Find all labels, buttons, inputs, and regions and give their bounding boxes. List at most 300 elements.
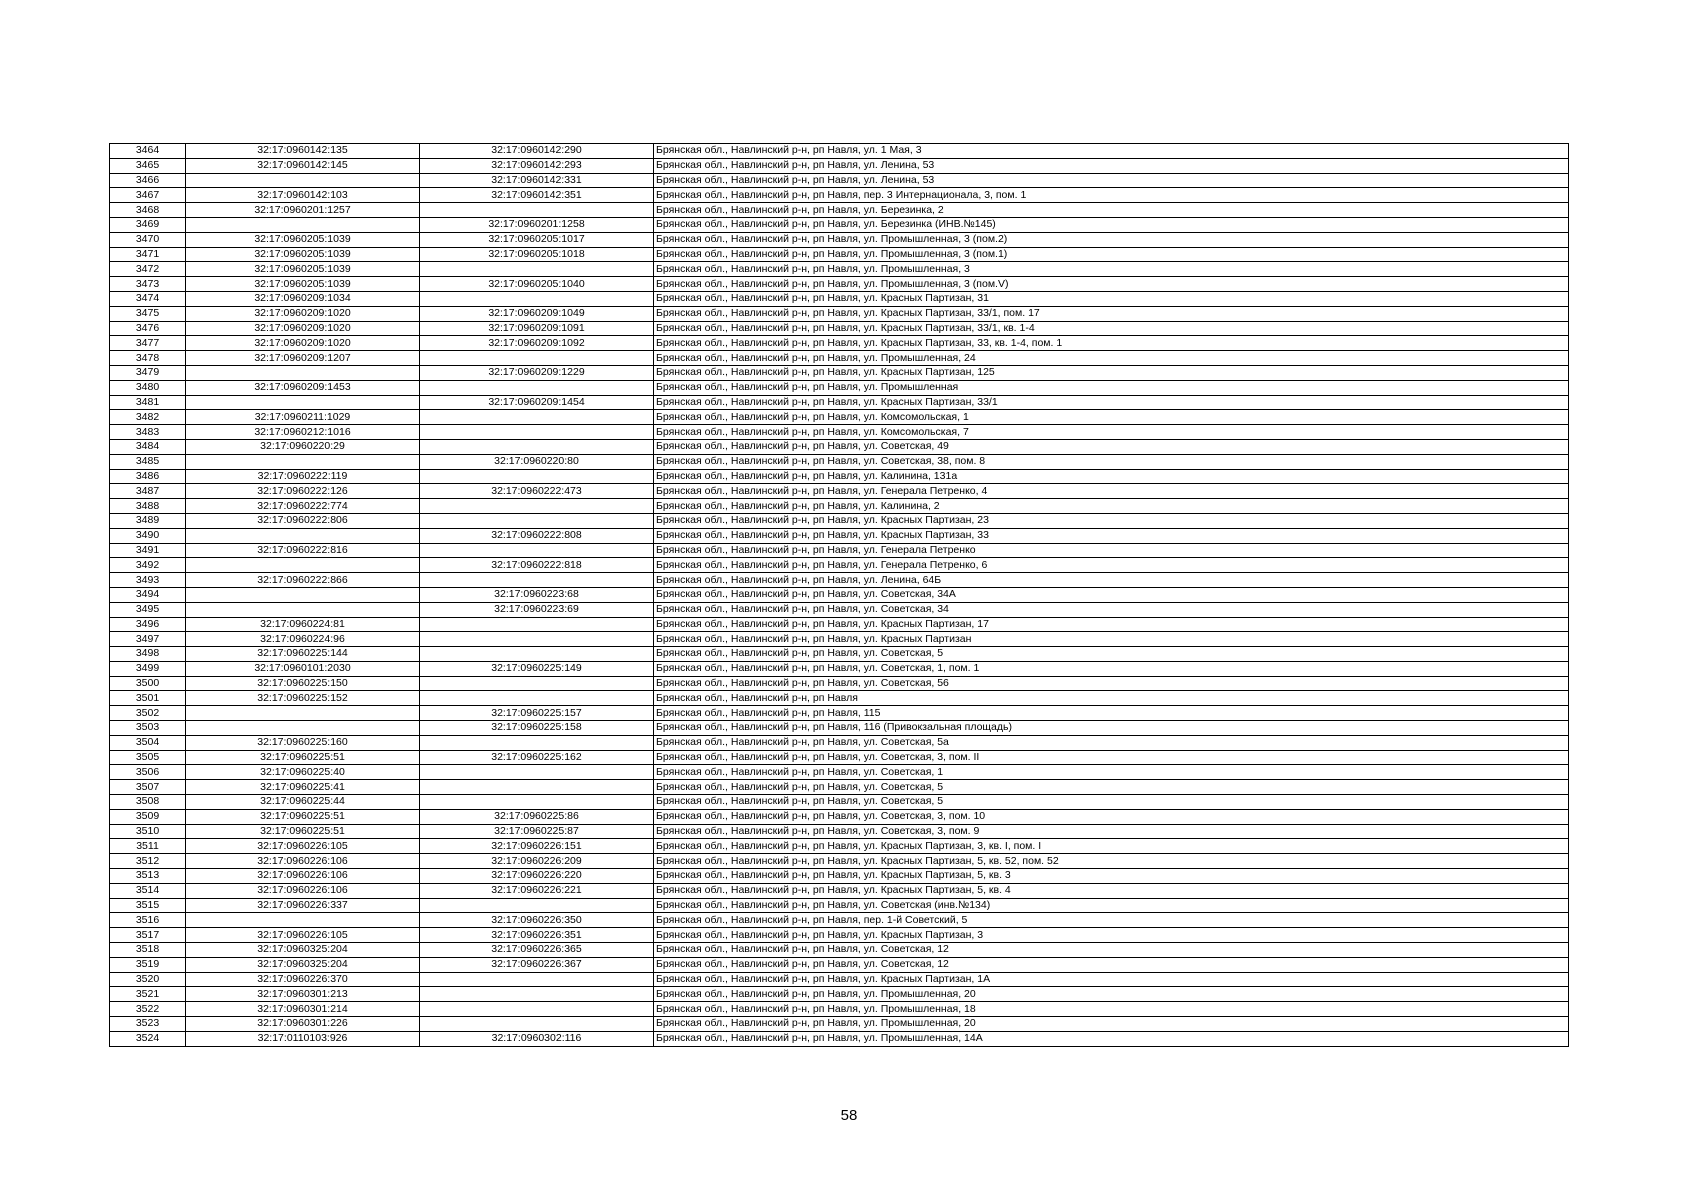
cadastral-number-cell <box>186 454 420 469</box>
table-row <box>110 1002 1569 1017</box>
row-number-cell: 3485 <box>110 454 186 469</box>
address-cell: Брянская обл., Навлинский р-н, рп Навля, ул. Красных Партизан <box>654 632 1569 647</box>
related-cadastral-number-cell: 32:17:0960226:209 <box>420 854 654 869</box>
row-number-cell: 3480 <box>110 380 186 395</box>
related-cadastral-number-cell: 32:17:0960209:1049 <box>420 306 654 321</box>
related-cadastral-number-cell <box>420 380 654 395</box>
table-row <box>110 869 1569 884</box>
related-cadastral-number-cell <box>420 780 654 795</box>
cadastral-number-cell: 32:17:0960205:1039 <box>186 247 420 262</box>
row-number-cell: 3484 <box>110 439 186 454</box>
row-number-cell: 3494 <box>110 587 186 602</box>
table-row <box>110 1017 1569 1032</box>
table-row <box>110 824 1569 839</box>
table-row <box>110 972 1569 987</box>
table-row <box>110 750 1569 765</box>
registry-table <box>109 143 1569 1047</box>
related-cadastral-number-cell <box>420 469 654 484</box>
related-cadastral-number-cell: 32:17:0960226:367 <box>420 957 654 972</box>
table-row <box>110 262 1569 277</box>
row-number-cell: 3495 <box>110 602 186 617</box>
table-row <box>110 647 1569 662</box>
address-cell: Брянская обл., Навлинский р-н, рп Навля, ул. Красных Партизан, 3, кв. I, пом. I <box>654 839 1569 854</box>
related-cadastral-number-cell: 32:17:0960226:221 <box>420 883 654 898</box>
cadastral-number-cell: 32:17:0960201:1257 <box>186 203 420 218</box>
cadastral-number-cell: 32:17:0960222:119 <box>186 469 420 484</box>
cadastral-number-cell: 32:17:0960205:1039 <box>186 277 420 292</box>
table-row <box>110 543 1569 558</box>
row-number-cell: 3508 <box>110 795 186 810</box>
address-cell: Брянская обл., Навлинский р-н, рп Навля, ул. Советская, 5 <box>654 795 1569 810</box>
table-row <box>110 277 1569 292</box>
row-number-cell: 3513 <box>110 869 186 884</box>
cadastral-number-cell: 32:17:0960209:1453 <box>186 380 420 395</box>
cadastral-number-cell <box>186 173 420 188</box>
cadastral-number-cell: 32:17:0960211:1029 <box>186 410 420 425</box>
related-cadastral-number-cell <box>420 898 654 913</box>
related-cadastral-number-cell: 32:17:0960302:116 <box>420 1031 654 1046</box>
related-cadastral-number-cell: 32:17:0960226:220 <box>420 869 654 884</box>
row-number-cell: 3515 <box>110 898 186 913</box>
address-cell: Брянская обл., Навлинский р-н, рп Навля, ул. Советская, 5 <box>654 780 1569 795</box>
table-row <box>110 928 1569 943</box>
address-cell: Брянская обл., Навлинский р-н, рп Навля, ул. Красных Партизан, 33/1, кв. 1-4 <box>654 321 1569 336</box>
cadastral-number-cell: 32:17:0960225:51 <box>186 750 420 765</box>
address-cell: Брянская обл., Навлинский р-н, рп Навля, ул. Ленина, 64Б <box>654 573 1569 588</box>
related-cadastral-number-cell: 32:17:0960222:808 <box>420 528 654 543</box>
row-number-cell: 3502 <box>110 706 186 721</box>
address-cell: Брянская обл., Навлинский р-н, рп Навля, ул. Красных Партизан, 125 <box>654 365 1569 380</box>
address-cell: Брянская обл., Навлинский р-н, рп Навля, ул. Промышленная, 3 <box>654 262 1569 277</box>
address-cell: Брянская обл., Навлинский р-н, рп Навля, ул. Красных Партизан, 5, кв. 4 <box>654 883 1569 898</box>
related-cadastral-number-cell: 32:17:0960226:151 <box>420 839 654 854</box>
cadastral-number-cell: 32:17:0960209:1020 <box>186 336 420 351</box>
related-cadastral-number-cell <box>420 513 654 528</box>
table-row <box>110 661 1569 676</box>
table-row <box>110 351 1569 366</box>
row-number-cell: 3517 <box>110 928 186 943</box>
address-cell: Брянская обл., Навлинский р-н, рп Навля, пер. 3 Интернационала, 3, пом. 1 <box>654 188 1569 203</box>
cadastral-number-cell: 32:17:0960220:29 <box>186 439 420 454</box>
cadastral-number-cell: 32:17:0960226:106 <box>186 869 420 884</box>
cadastral-number-cell: 32:17:0960225:150 <box>186 676 420 691</box>
cadastral-number-cell: 32:17:0960222:774 <box>186 499 420 514</box>
row-number-cell: 3486 <box>110 469 186 484</box>
cadastral-number-cell: 32:17:0960209:1034 <box>186 291 420 306</box>
cadastral-number-cell: 32:17:0960325:204 <box>186 957 420 972</box>
related-cadastral-number-cell: 32:17:0960209:1229 <box>420 365 654 380</box>
row-number-cell: 3479 <box>110 365 186 380</box>
table-row <box>110 469 1569 484</box>
address-cell: Брянская обл., Навлинский р-н, рп Навля, ул. Промышленная, 24 <box>654 351 1569 366</box>
row-number-cell: 3471 <box>110 247 186 262</box>
table-row <box>110 336 1569 351</box>
table-row <box>110 809 1569 824</box>
cadastral-number-cell <box>186 721 420 736</box>
address-cell: Брянская обл., Навлинский р-н, рп Навля, ул. Березинка, 2 <box>654 203 1569 218</box>
table-row <box>110 676 1569 691</box>
table-row <box>110 854 1569 869</box>
related-cadastral-number-cell <box>420 795 654 810</box>
row-number-cell: 3501 <box>110 691 186 706</box>
address-cell: Брянская обл., Навлинский р-н, рп Навля, ул. Советская, 38, пом. 8 <box>654 454 1569 469</box>
address-cell: Брянская обл., Навлинский р-н, рп Навля, пер. 1-й Советский, 5 <box>654 913 1569 928</box>
address-cell: Брянская обл., Навлинский р-н, рп Навля, ул. Советская, 49 <box>654 439 1569 454</box>
row-number-cell: 3506 <box>110 765 186 780</box>
row-number-cell: 3516 <box>110 913 186 928</box>
related-cadastral-number-cell: 32:17:0960142:351 <box>420 188 654 203</box>
row-number-cell: 3514 <box>110 883 186 898</box>
table-row <box>110 306 1569 321</box>
related-cadastral-number-cell <box>420 499 654 514</box>
table-row <box>110 203 1569 218</box>
cadastral-number-cell: 32:17:0960212:1016 <box>186 425 420 440</box>
cadastral-number-cell <box>186 913 420 928</box>
address-cell: Брянская обл., Навлинский р-н, рп Навля, ул. Красных Партизан, 3 <box>654 928 1569 943</box>
row-number-cell: 3475 <box>110 306 186 321</box>
row-number-cell: 3474 <box>110 291 186 306</box>
related-cadastral-number-cell <box>420 691 654 706</box>
table-row <box>110 232 1569 247</box>
address-cell: Брянская обл., Навлинский р-н, рп Навля, ул. Промышленная, 20 <box>654 987 1569 1002</box>
row-number-cell: 3492 <box>110 558 186 573</box>
table-row <box>110 454 1569 469</box>
related-cadastral-number-cell: 32:17:0960209:1454 <box>420 395 654 410</box>
address-cell: Брянская обл., Навлинский р-н, рп Навля, ул. Березинка (ИНВ.№145) <box>654 217 1569 232</box>
address-cell: Брянская обл., Навлинский р-н, рп Навля, ул. Генерала Петренко <box>654 543 1569 558</box>
table-row <box>110 439 1569 454</box>
table-row <box>110 721 1569 736</box>
related-cadastral-number-cell <box>420 617 654 632</box>
table-row <box>110 987 1569 1002</box>
cadastral-number-cell: 32:17:0960222:866 <box>186 573 420 588</box>
related-cadastral-number-cell: 32:17:0960142:293 <box>420 158 654 173</box>
cadastral-number-cell <box>186 602 420 617</box>
address-cell: Брянская обл., Навлинский р-н, рп Навля, ул. Красных Партизан, 33/1 <box>654 395 1569 410</box>
address-cell: Брянская обл., Навлинский р-н, рп Навля, ул. Калинина, 2 <box>654 499 1569 514</box>
address-cell: Брянская обл., Навлинский р-н, рп Навля <box>654 691 1569 706</box>
address-cell: Брянская обл., Навлинский р-н, рп Навля, ул. Промышленная, 3 (пом.2) <box>654 232 1569 247</box>
related-cadastral-number-cell: 32:17:0960225:157 <box>420 706 654 721</box>
row-number-cell: 3511 <box>110 839 186 854</box>
table-row <box>110 173 1569 188</box>
table-row <box>110 558 1569 573</box>
table-row <box>110 735 1569 750</box>
row-number-cell: 3504 <box>110 735 186 750</box>
cadastral-number-cell: 32:17:0960226:337 <box>186 898 420 913</box>
related-cadastral-number-cell: 32:17:0960226:350 <box>420 913 654 928</box>
address-cell: Брянская обл., Навлинский р-н, рп Навля, ул. Советская, 3, пом. 10 <box>654 809 1569 824</box>
address-cell: Брянская обл., Навлинский р-н, рп Навля, ул. Красных Партизан, 17 <box>654 617 1569 632</box>
related-cadastral-number-cell: 32:17:0960201:1258 <box>420 217 654 232</box>
address-cell: Брянская обл., Навлинский р-н, рп Навля, ул. Советская, 3, пом. 9 <box>654 824 1569 839</box>
cadastral-number-cell: 32:17:0960209:1207 <box>186 351 420 366</box>
row-number-cell: 3507 <box>110 780 186 795</box>
related-cadastral-number-cell: 32:17:0960205:1040 <box>420 277 654 292</box>
address-cell: Брянская обл., Навлинский р-н, рп Навля, ул. Советская, 34А <box>654 587 1569 602</box>
address-cell: Брянская обл., Навлинский р-н, рп Навля, ул. Красных Партизан, 31 <box>654 291 1569 306</box>
table-row <box>110 691 1569 706</box>
row-number-cell: 3473 <box>110 277 186 292</box>
table-row <box>110 365 1569 380</box>
address-cell: Брянская обл., Навлинский р-н, рп Навля, ул. Комсомольская, 1 <box>654 410 1569 425</box>
related-cadastral-number-cell: 32:17:0960209:1092 <box>420 336 654 351</box>
table-row <box>110 513 1569 528</box>
related-cadastral-number-cell: 32:17:0960225:149 <box>420 661 654 676</box>
address-cell: Брянская обл., Навлинский р-н, рп Навля, ул. Красных Партизан, 33/1, пом. 17 <box>654 306 1569 321</box>
row-number-cell: 3483 <box>110 425 186 440</box>
row-number-cell: 3509 <box>110 809 186 824</box>
address-cell: Брянская обл., Навлинский р-н, рп Навля, ул. Советская (инв.№134) <box>654 898 1569 913</box>
cadastral-number-cell: 32:17:0960225:51 <box>186 824 420 839</box>
table-row <box>110 839 1569 854</box>
table-row <box>110 484 1569 499</box>
row-number-cell: 3521 <box>110 987 186 1002</box>
related-cadastral-number-cell: 32:17:0960225:86 <box>420 809 654 824</box>
cadastral-number-cell: 32:17:0960226:370 <box>186 972 420 987</box>
row-number-cell: 3467 <box>110 188 186 203</box>
table-row <box>110 425 1569 440</box>
table-row <box>110 617 1569 632</box>
address-cell: Брянская обл., Навлинский р-н, рп Навля, ул. Красных Партизан, 33, кв. 1-4, пом. 1 <box>654 336 1569 351</box>
table-row <box>110 913 1569 928</box>
address-cell: Брянская обл., Навлинский р-н, рп Навля, ул. Ленина, 53 <box>654 158 1569 173</box>
related-cadastral-number-cell <box>420 439 654 454</box>
row-number-cell: 3487 <box>110 484 186 499</box>
cadastral-number-cell: 32:17:0960142:145 <box>186 158 420 173</box>
cadastral-number-cell: 32:17:0960222:806 <box>186 513 420 528</box>
address-cell: Брянская обл., Навлинский р-н, рп Навля, ул. Промышленная <box>654 380 1569 395</box>
related-cadastral-number-cell: 32:17:0960226:351 <box>420 928 654 943</box>
address-cell: Брянская обл., Навлинский р-н, рп Навля, ул. Комсомольская, 7 <box>654 425 1569 440</box>
table-row <box>110 188 1569 203</box>
row-number-cell: 3505 <box>110 750 186 765</box>
related-cadastral-number-cell: 32:17:0960142:290 <box>420 144 654 159</box>
related-cadastral-number-cell <box>420 987 654 1002</box>
cadastral-number-cell: 32:17:0960225:41 <box>186 780 420 795</box>
related-cadastral-number-cell <box>420 262 654 277</box>
row-number-cell: 3464 <box>110 144 186 159</box>
related-cadastral-number-cell <box>420 543 654 558</box>
row-number-cell: 3523 <box>110 1017 186 1032</box>
row-number-cell: 3477 <box>110 336 186 351</box>
row-number-cell: 3482 <box>110 410 186 425</box>
cadastral-number-cell: 32:17:0960225:160 <box>186 735 420 750</box>
address-cell: Брянская обл., Навлинский р-н, рп Навля, ул. Советская, 1 <box>654 765 1569 780</box>
cadastral-number-cell: 32:17:0960205:1039 <box>186 232 420 247</box>
row-number-cell: 3489 <box>110 513 186 528</box>
row-number-cell: 3497 <box>110 632 186 647</box>
address-cell: Брянская обл., Навлинский р-н, рп Навля, ул. Промышленная, 14А <box>654 1031 1569 1046</box>
table-row <box>110 499 1569 514</box>
table-row <box>110 943 1569 958</box>
related-cadastral-number-cell: 32:17:0960223:69 <box>420 602 654 617</box>
row-number-cell: 3488 <box>110 499 186 514</box>
row-number-cell: 3503 <box>110 721 186 736</box>
row-number-cell: 3498 <box>110 647 186 662</box>
row-number-cell: 3470 <box>110 232 186 247</box>
address-cell: Брянская обл., Навлинский р-н, рп Навля, ул. Красных Партизан, 23 <box>654 513 1569 528</box>
cadastral-number-cell <box>186 706 420 721</box>
cadastral-number-cell <box>186 528 420 543</box>
related-cadastral-number-cell: 32:17:0960225:158 <box>420 721 654 736</box>
cadastral-number-cell <box>186 365 420 380</box>
related-cadastral-number-cell <box>420 632 654 647</box>
table-row <box>110 957 1569 972</box>
related-cadastral-number-cell: 32:17:0960226:365 <box>420 943 654 958</box>
related-cadastral-number-cell: 32:17:0960220:80 <box>420 454 654 469</box>
table-row <box>110 321 1569 336</box>
table-row <box>110 410 1569 425</box>
cadastral-number-cell: 32:17:0960142:135 <box>186 144 420 159</box>
cadastral-number-cell: 32:17:0960226:106 <box>186 854 420 869</box>
related-cadastral-number-cell: 32:17:0960222:473 <box>420 484 654 499</box>
address-cell: Брянская обл., Навлинский р-н, рп Навля, 115 <box>654 706 1569 721</box>
cadastral-number-cell: 32:17:0960325:204 <box>186 943 420 958</box>
table-row <box>110 780 1569 795</box>
row-number-cell: 3520 <box>110 972 186 987</box>
cadastral-number-cell: 32:17:0960226:105 <box>186 839 420 854</box>
related-cadastral-number-cell: 32:17:0960205:1018 <box>420 247 654 262</box>
related-cadastral-number-cell <box>420 1002 654 1017</box>
table-row <box>110 247 1569 262</box>
cadastral-number-cell: 32:17:0960225:40 <box>186 765 420 780</box>
row-number-cell: 3512 <box>110 854 186 869</box>
address-cell: Брянская обл., Навлинский р-н, рп Навля, ул. Советская, 34 <box>654 602 1569 617</box>
row-number-cell: 3510 <box>110 824 186 839</box>
cadastral-number-cell: 32:17:0960225:152 <box>186 691 420 706</box>
cadastral-number-cell: 32:17:0960222:816 <box>186 543 420 558</box>
cadastral-number-cell: 32:17:0960224:81 <box>186 617 420 632</box>
table-row <box>110 291 1569 306</box>
address-cell: Брянская обл., Навлинский р-н, рп Навля, ул. Промышленная, 3 (пом.1) <box>654 247 1569 262</box>
address-cell: Брянская обл., Навлинский р-н, рп Навля, ул. Советская, 5 <box>654 647 1569 662</box>
address-cell: Брянская обл., Навлинский р-н, рп Навля, ул. Ленина, 53 <box>654 173 1569 188</box>
table-row <box>110 528 1569 543</box>
cadastral-number-cell: 32:17:0960226:106 <box>186 883 420 898</box>
table-row <box>110 587 1569 602</box>
cadastral-number-cell: 32:17:0960225:51 <box>186 809 420 824</box>
cadastral-number-cell: 32:17:0960224:96 <box>186 632 420 647</box>
address-cell: Брянская обл., Навлинский р-н, рп Навля, ул. Генерала Петренко, 4 <box>654 484 1569 499</box>
related-cadastral-number-cell: 32:17:0960142:331 <box>420 173 654 188</box>
cadastral-number-cell: 32:17:0960301:213 <box>186 987 420 1002</box>
related-cadastral-number-cell <box>420 765 654 780</box>
related-cadastral-number-cell <box>420 291 654 306</box>
related-cadastral-number-cell <box>420 203 654 218</box>
address-cell: Брянская обл., Навлинский р-н, рп Навля, ул. Советская, 12 <box>654 943 1569 958</box>
related-cadastral-number-cell <box>420 425 654 440</box>
table-row <box>110 765 1569 780</box>
address-cell: Брянская обл., Навлинский р-н, рп Навля, ул. Промышленная, 3 (пом.V) <box>654 277 1569 292</box>
related-cadastral-number-cell: 32:17:0960225:162 <box>420 750 654 765</box>
related-cadastral-number-cell <box>420 351 654 366</box>
row-number-cell: 3468 <box>110 203 186 218</box>
related-cadastral-number-cell <box>420 735 654 750</box>
address-cell: Брянская обл., Навлинский р-н, рп Навля, ул. Красных Партизан, 1А <box>654 972 1569 987</box>
address-cell: Брянская обл., Навлинский р-н, рп Навля, ул. Советская, 1, пом. 1 <box>654 661 1569 676</box>
cadastral-number-cell <box>186 217 420 232</box>
cadastral-number-cell: 32:17:0960225:44 <box>186 795 420 810</box>
row-number-cell: 3469 <box>110 217 186 232</box>
address-cell: Брянская обл., Навлинский р-н, рп Навля, ул. Промышленная, 20 <box>654 1017 1569 1032</box>
cadastral-number-cell: 32:17:0960226:105 <box>186 928 420 943</box>
table-row <box>110 898 1569 913</box>
cadastral-number-cell <box>186 395 420 410</box>
cadastral-number-cell: 32:17:0960225:144 <box>186 647 420 662</box>
cadastral-number-cell: 32:17:0110103:926 <box>186 1031 420 1046</box>
address-cell: Брянская обл., Навлинский р-н, рп Навля, ул. Красных Партизан, 33 <box>654 528 1569 543</box>
cadastral-number-cell: 32:17:0960222:126 <box>186 484 420 499</box>
row-number-cell: 3500 <box>110 676 186 691</box>
cadastral-number-cell: 32:17:0960209:1020 <box>186 321 420 336</box>
table-row <box>110 573 1569 588</box>
cadastral-number-cell: 32:17:0960301:226 <box>186 1017 420 1032</box>
address-cell: Брянская обл., Навлинский р-н, рп Навля, ул. Красных Партизан, 5, кв. 3 <box>654 869 1569 884</box>
cadastral-number-cell: 32:17:0960101:2030 <box>186 661 420 676</box>
row-number-cell: 3522 <box>110 1002 186 1017</box>
address-cell: Брянская обл., Навлинский р-н, рп Навля, ул. 1 Мая, 3 <box>654 144 1569 159</box>
table-row <box>110 602 1569 617</box>
address-cell: Брянская обл., Навлинский р-н, рп Навля, ул. Промышленная, 18 <box>654 1002 1569 1017</box>
row-number-cell: 3518 <box>110 943 186 958</box>
related-cadastral-number-cell <box>420 1017 654 1032</box>
related-cadastral-number-cell: 32:17:0960223:68 <box>420 587 654 602</box>
page-number: 58 <box>840 1107 858 1124</box>
address-cell: Брянская обл., Навлинский р-н, рп Навля, ул. Советская, 56 <box>654 676 1569 691</box>
row-number-cell: 3519 <box>110 957 186 972</box>
cadastral-number-cell: 32:17:0960205:1039 <box>186 262 420 277</box>
related-cadastral-number-cell <box>420 972 654 987</box>
row-number-cell: 3481 <box>110 395 186 410</box>
related-cadastral-number-cell <box>420 573 654 588</box>
related-cadastral-number-cell: 32:17:0960205:1017 <box>420 232 654 247</box>
table-row <box>110 158 1569 173</box>
row-number-cell: 3476 <box>110 321 186 336</box>
address-cell: Брянская обл., Навлинский р-н, рп Навля, ул. Калинина, 131а <box>654 469 1569 484</box>
address-cell: Брянская обл., Навлинский р-н, рп Навля, ул. Красных Партизан, 5, кв. 52, пом. 52 <box>654 854 1569 869</box>
cadastral-number-cell <box>186 587 420 602</box>
cadastral-number-cell <box>186 558 420 573</box>
address-cell: Брянская обл., Навлинский р-н, рп Навля, ул. Генерала Петренко, 6 <box>654 558 1569 573</box>
row-number-cell: 3472 <box>110 262 186 277</box>
table-row <box>110 144 1569 159</box>
row-number-cell: 3466 <box>110 173 186 188</box>
related-cadastral-number-cell <box>420 410 654 425</box>
row-number-cell: 3493 <box>110 573 186 588</box>
row-number-cell: 3478 <box>110 351 186 366</box>
related-cadastral-number-cell: 32:17:0960222:818 <box>420 558 654 573</box>
address-cell: Брянская обл., Навлинский р-н, рп Навля, ул. Советская, 12 <box>654 957 1569 972</box>
related-cadastral-number-cell <box>420 647 654 662</box>
table-row <box>110 632 1569 647</box>
cadastral-number-cell: 32:17:0960301:214 <box>186 1002 420 1017</box>
table-row <box>110 706 1569 721</box>
row-number-cell: 3490 <box>110 528 186 543</box>
table-row <box>110 1031 1569 1046</box>
address-cell: Брянская обл., Навлинский р-н, рп Навля, 116 (Привокзальная площадь) <box>654 721 1569 736</box>
table-row <box>110 395 1569 410</box>
registry-table-body <box>110 144 1569 1047</box>
row-number-cell: 3496 <box>110 617 186 632</box>
cadastral-number-cell: 32:17:0960209:1020 <box>186 306 420 321</box>
row-number-cell: 3524 <box>110 1031 186 1046</box>
row-number-cell: 3491 <box>110 543 186 558</box>
table-row <box>110 380 1569 395</box>
cadastral-number-cell: 32:17:0960142:103 <box>186 188 420 203</box>
row-number-cell: 3499 <box>110 661 186 676</box>
related-cadastral-number-cell <box>420 676 654 691</box>
